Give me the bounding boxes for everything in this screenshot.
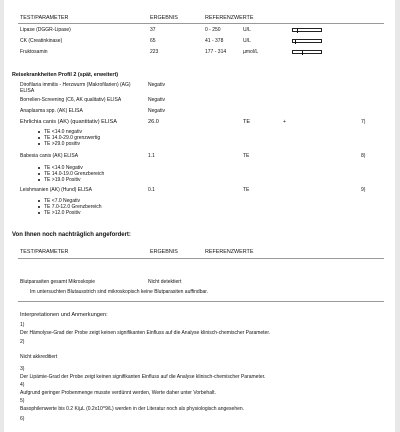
ref-bullet: TE 14.0-19.0 Grenzbereich bbox=[44, 171, 105, 177]
result-value: 37 bbox=[150, 27, 156, 33]
range-bar bbox=[292, 50, 322, 54]
footnote-text: Der Hämolyse-Grad der Probe zeigt keinen signifikanten Einfluss auf die Analyse klinisch-chemischer Parameter. bbox=[20, 330, 271, 336]
result-babesia: 1.1 bbox=[148, 153, 155, 159]
bullet-icon bbox=[38, 131, 40, 133]
footnote-ref-babesia: 8) bbox=[361, 153, 366, 159]
col-header-result: ERGEBNIS bbox=[150, 15, 178, 21]
footnote-text: Basophilenwerte bis 0.2 K/µL (0.2x10^9/L) werden in der Literatur noch als physiologisch angesehen. bbox=[20, 406, 245, 412]
footnote-ref-ehrlichia: 7) bbox=[361, 119, 366, 125]
col-header-test: TEST/PARAMETER bbox=[20, 15, 69, 21]
result-value: 223 bbox=[150, 49, 159, 55]
test-name-anaplasma: Anaplasma spp. (AK) ELISA bbox=[20, 108, 83, 114]
test-name-dirofilaria: Dirofilaria immitis - Herzwurm (Makrofilarien) (AG) bbox=[20, 82, 131, 88]
test-name: CK (Creatinkinase) bbox=[20, 38, 63, 44]
test-name-borrelien: Borrelien-Screening (C6, AK qualitativ) ELISA bbox=[20, 97, 122, 103]
col-header-test: TEST/PARAMETER bbox=[20, 249, 69, 255]
ref-bullet: TE 7.0-12.0 Grenzbereich bbox=[44, 204, 102, 210]
bullet-icon bbox=[38, 167, 40, 169]
ref-bullet: TE >12.0 Positiv bbox=[44, 210, 81, 216]
ref-bullet: TE 14.0-29.0 grenzwertig bbox=[44, 135, 101, 141]
ref-bullet: TE <7.0 Negativ bbox=[44, 198, 80, 204]
unit: µmol/L bbox=[243, 49, 259, 55]
footnote-number: 2) bbox=[20, 339, 25, 345]
range-bar bbox=[292, 39, 322, 43]
range-marker bbox=[302, 51, 304, 55]
result-leishmania: 0.1 bbox=[148, 187, 155, 193]
footnote-number: 6) bbox=[20, 416, 25, 422]
footnote-number: 5) bbox=[20, 398, 25, 404]
result-blutparasiten: Nicht detektiert bbox=[148, 279, 182, 285]
test-name: Lipase (DGGR-Lipase) bbox=[20, 27, 71, 33]
bullet-icon bbox=[38, 173, 40, 175]
test-name-leishmania: Leishmanien (AK) (Hund) ELISA bbox=[20, 187, 92, 193]
flag-ehrlichia: + bbox=[283, 119, 286, 125]
footnote-text: Der Lipämie-Grad der Probe zeigt keinen signifikanten Einfluss auf die Analyse klinisch-chemischer Parameter. bbox=[20, 374, 266, 380]
header-divider bbox=[18, 23, 384, 24]
header-divider bbox=[18, 258, 384, 259]
page-right-edge bbox=[395, 0, 400, 432]
footnote-text: Nicht akkreditiert bbox=[20, 354, 58, 360]
unit: U/L bbox=[243, 38, 251, 44]
unit-leishmania: TE bbox=[243, 187, 250, 193]
range-marker bbox=[295, 40, 297, 44]
col-header-ref: REFERENZWERTE bbox=[205, 15, 254, 21]
test-name-ehrlichia: Ehrlichia canis (AK) (quantitativ) ELISA bbox=[20, 119, 117, 125]
test-name-babesia: Babesia canis (AK) ELISA bbox=[20, 153, 79, 159]
result-borrelien: Negativ bbox=[148, 97, 165, 103]
reference-range: 41 - 378 bbox=[205, 38, 224, 44]
ref-bullet: TE <14.0 Negativ bbox=[44, 165, 83, 171]
test-method-dirofilaria: ELISA bbox=[20, 88, 35, 94]
section-title-profile: Reisekrankheiten Profil 2 (spät, erweitert) bbox=[12, 72, 119, 78]
footnote-ref-leishmania: 9) bbox=[361, 187, 366, 193]
bullet-icon bbox=[38, 200, 40, 202]
page-left-edge bbox=[0, 0, 4, 432]
ref-bullet: TE >29.0 positiv bbox=[44, 141, 80, 147]
unit-ehrlichia: TE bbox=[243, 119, 251, 125]
range-marker bbox=[297, 29, 299, 33]
footnote-number: 4) bbox=[20, 382, 25, 388]
col-header-result: ERGEBNIS bbox=[150, 249, 178, 255]
section-divider bbox=[18, 301, 384, 302]
result-value: 65 bbox=[150, 38, 156, 44]
footnote-number: 3) bbox=[20, 366, 25, 372]
result-comment: Im untersuchten Blutausstrich sind mikroskopisch keine Blutparasiten auffindbar. bbox=[30, 289, 209, 295]
result-dirofilaria: Negativ bbox=[148, 82, 165, 88]
test-name-blutparasiten: Blutparasiten gesamt Mikroskopie bbox=[20, 279, 96, 285]
result-ehrlichia: 26.0 bbox=[148, 119, 159, 125]
section-title-interpretations: Interpretationen und Anmerkungen: bbox=[20, 312, 108, 318]
bullet-icon bbox=[38, 137, 40, 139]
result-anaplasma: Negativ bbox=[148, 108, 165, 114]
bullet-icon bbox=[38, 179, 40, 181]
col-header-ref: REFERENZWERTE bbox=[205, 249, 254, 255]
bullet-icon bbox=[38, 212, 40, 214]
footnote-text: Aufgrund geringer Probenmenge musste verdünnt werden, Werte daher unter Vorbehalt. bbox=[20, 390, 216, 396]
reference-range: 177 - 314 bbox=[205, 49, 227, 55]
reference-range: 0 - 250 bbox=[205, 27, 221, 33]
bullet-icon bbox=[38, 143, 40, 145]
bullet-icon bbox=[38, 206, 40, 208]
footnote-number: 1) bbox=[20, 322, 25, 328]
range-bar bbox=[292, 28, 322, 32]
test-name: Fruktosamin bbox=[20, 49, 48, 55]
unit-babesia: TE bbox=[243, 153, 250, 159]
unit: U/L bbox=[243, 27, 251, 33]
ref-bullet: TE <14.0 negativ bbox=[44, 129, 82, 135]
section-title-requested: Von Ihnen noch nachträglich angefordert: bbox=[12, 232, 131, 238]
ref-bullet: TE >19.0 Positiv bbox=[44, 177, 81, 183]
